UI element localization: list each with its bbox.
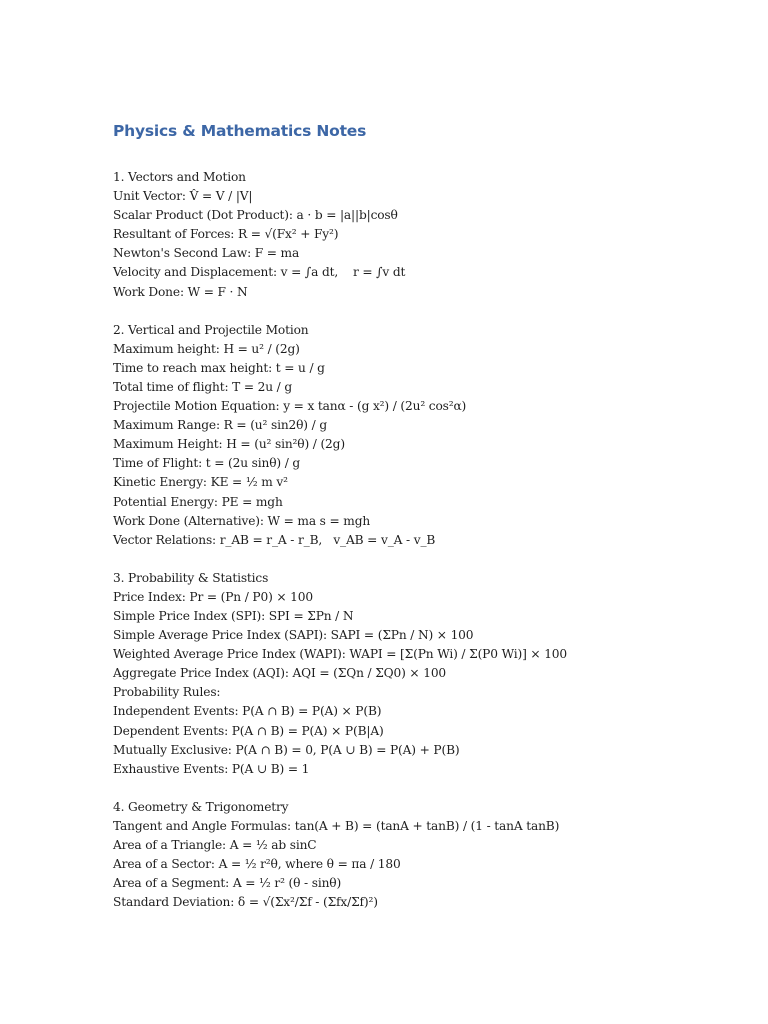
formula-line: Mutually Exclusive: P(A ∩ B) = 0, P(A ∪ B) = P(A) + P(B)	[113, 742, 460, 757]
formula-line: Projectile Motion Equation: y = x tanα - (g x²) / (2u² cos²α)	[113, 399, 467, 414]
document-body	[113, 168, 753, 931]
formula-line: Area of a Segment: A = ½ r² (θ - sinθ)	[113, 876, 342, 891]
section-heading: 2. Vertical and Projectile Motion	[113, 322, 309, 337]
formula-line: Maximum Height: H = (u² sin²θ) / (2g)	[113, 437, 345, 452]
formula-line: Velocity and Displacement: v = ∫a dt, r = ∫v dt	[113, 265, 406, 280]
formula-line: Newton's Second Law: F = ma	[113, 246, 300, 261]
formula-line: Potential Energy: PE = mgh	[113, 494, 283, 509]
formula-line: Scalar Product (Dot Product): a · b = |a||b|cosθ	[113, 208, 398, 223]
formula-line: Resultant of Forces: R = √(Fx² + Fy²)	[113, 227, 339, 242]
formula-line: Unit Vector: V̂ = V / |V|	[113, 189, 253, 204]
formula-line: Work Done: W = F · N	[113, 284, 248, 299]
document-title: Physics & Mathematics Notes	[113, 122, 367, 140]
section-heading: 1. Vectors and Motion	[113, 170, 246, 184]
section-heading: 3. Probability & Statistics	[113, 570, 269, 585]
formula-line: Dependent Events: P(A ∩ B) = P(A) × P(B|A)	[113, 723, 384, 738]
formula-line: Standard Deviation: δ = √(Σx²/Σf - (Σfx/Σf)²)	[113, 895, 378, 910]
formula-line: Price Index: Pr = (Pn / P0) × 100	[113, 589, 313, 604]
section-vectors-and-motion	[113, 168, 753, 302]
formula-line: Tangent and Angle Formulas: tan(A + B) = (tanA + tanB) / (1 - tanA tanB)	[113, 818, 560, 833]
formula-line: Vector Relations: r_AB = r_A - r_B, v_AB = v_A - v_B	[113, 532, 436, 547]
section-heading: 4. Geometry & Trigonometry	[113, 799, 289, 814]
formula-line: Time of Flight: t = (2u sinθ) / g	[113, 456, 301, 471]
formula-line: Independent Events: P(A ∩ B) = P(A) × P(B)	[113, 704, 382, 719]
formula-line: Area of a Triangle: A = ½ ab sinC	[113, 838, 317, 852]
formula-line: Kinetic Energy: KE = ½ m v²	[113, 475, 288, 490]
formula-line: Simple Average Price Index (SAPI): SAPI = (ΣPn / N) × 100	[113, 628, 474, 643]
formula-line: Aggregate Price Index (AQI): AQI = (ΣQn / ΣQ0) × 100	[113, 666, 447, 681]
formula-line: Simple Price Index (SPI): SPI = ΣPn / N	[113, 608, 354, 623]
formula-line: Exhaustive Events: P(A ∪ B) = 1	[113, 761, 310, 776]
formula-line: Area of a Sector: A = ½ r²θ, where θ = πa / 180	[113, 857, 401, 872]
formula-line: Maximum height: H = u² / (2g)	[113, 341, 300, 356]
section-geometry-trigonometry	[113, 798, 753, 913]
section-probability-statistics	[113, 569, 753, 779]
formula-line: Work Done (Alternative): W = ma s = mgh	[113, 513, 371, 528]
section-projectile-motion	[113, 321, 753, 550]
formula-line: Maximum Range: R = (u² sin2θ) / g	[113, 418, 327, 433]
formula-line: Weighted Average Price Index (WAPI): WAPI = [Σ(Pn Wi) / Σ(P0 Wi)] × 100	[113, 647, 568, 662]
formula-line: Probability Rules:	[113, 685, 221, 700]
formula-line: Total time of flight: T = 2u / g	[113, 379, 292, 394]
formula-line: Time to reach max height: t = u / g	[113, 360, 325, 375]
